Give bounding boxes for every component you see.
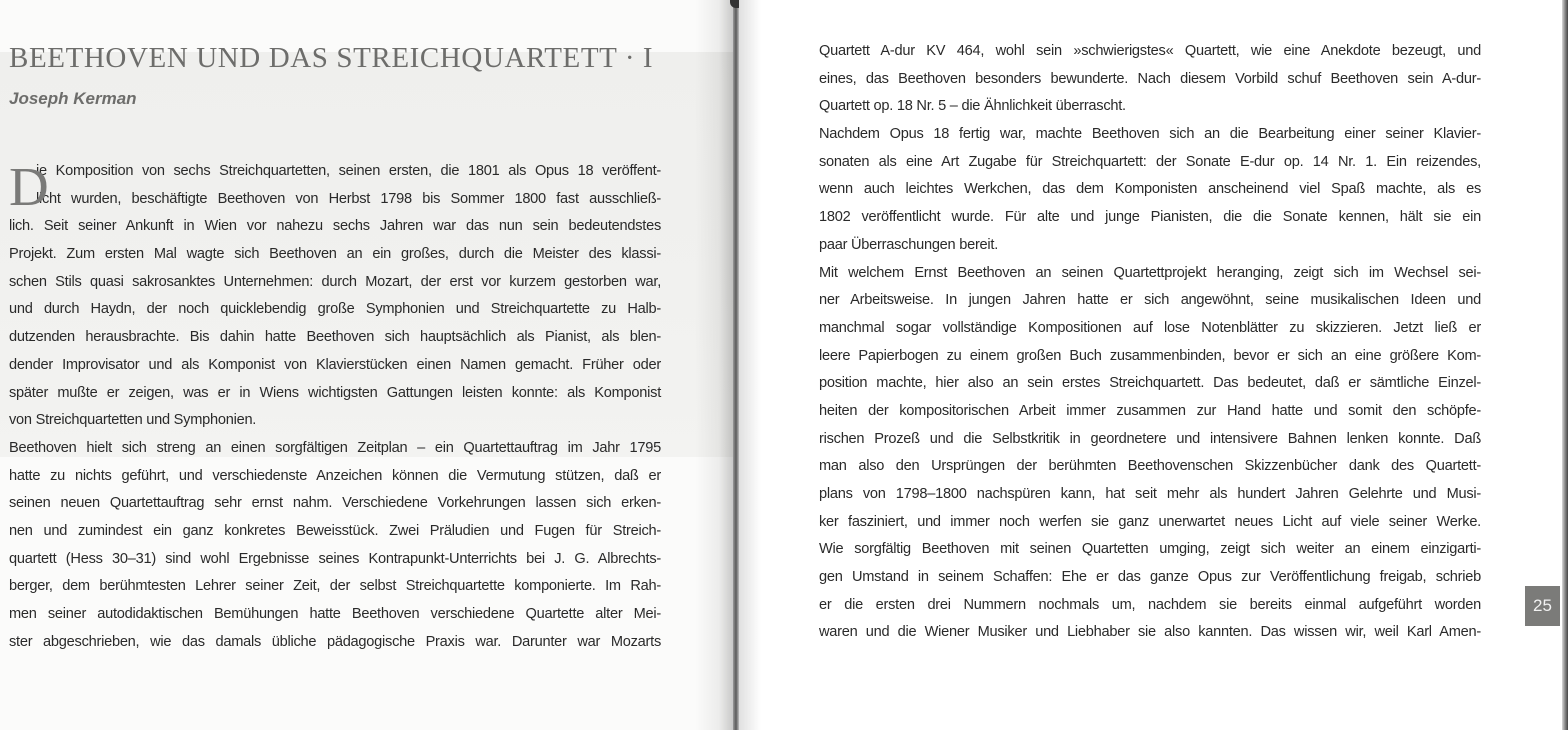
text-line: Mit welchem Ernst Beethoven an seinen Quartettprojekt heranging, zeigt sich im Wechsel sei- bbox=[819, 264, 1481, 281]
text-line: nen und zumindest ein ganz konkretes Beweisstück. Zwei Präludien und Fugen für Streich- bbox=[9, 522, 661, 539]
text-line: heiten der kompositorischen Arbeit immer zusammen zur Hand hatte und somit den schöpfe- bbox=[819, 402, 1481, 419]
text-line: dender Improvisator und als Komponist von Klavierstücken einen Namen gemacht. Früher oder bbox=[9, 356, 661, 373]
text-line: seinen neuen Quartettauftrag sehr ernst nahm. Verschiedene Vorkehrungen lassen sich erken- bbox=[9, 495, 661, 512]
text-line: Quartett A-dur KV 464, wohl sein »schwierigstes« Quartett, wie eine Anekdote bezeugt, und bbox=[819, 43, 1481, 59]
text-line: man also den Ursprüngen der berühmten Beethovenschen Skizzenbücher dank des Quartett- bbox=[819, 458, 1481, 475]
text-line: später mußte er zeigen, was er in Wiens wichtigsten Gattungen leisten konnte: als Komponist bbox=[9, 384, 661, 401]
text-line: Beethoven hielt sich streng an einen sorgfältigen Zeitplan – ein Quartettauftrag im Jahr 1795 bbox=[9, 439, 661, 456]
text-line: und durch Haydn, der noch quicklebendig große Symphonien und Streichquartette zu Halb- bbox=[9, 301, 661, 318]
text-line: Projekt. Zum ersten Mal wagte sich Beethoven an ein großes, durch die Meister des klassi- bbox=[9, 246, 661, 263]
right-body-text bbox=[819, 38, 1481, 647]
text-line: hatte zu nichts geführt, und verschiedenste Anzeichen können die Vermutung stützen, daß er bbox=[9, 467, 661, 484]
text-line: ker fasziniert, und immer noch werfen sie ganz unerwartet neues Licht auf viele seiner Werke. bbox=[819, 513, 1481, 530]
text-line: waren und die Wiener Musiker und Liebhaber sie also kannten. Das wissen wir, weil Karl Amen- bbox=[819, 624, 1481, 641]
text-line: paar Überraschungen bereit. bbox=[819, 236, 999, 253]
page-edge bbox=[1562, 0, 1568, 730]
text-line: schen Stils quasi sakrosanktes Unternehmen: durch Mozart, der erst vor kurzem gestorben war, bbox=[9, 273, 661, 290]
text-line: Wie sorgfältig Beethoven mit seinen Quartetten umging, zeigt sich weiter an einem einzigarti- bbox=[819, 541, 1481, 558]
text-line: sonaten als eine Art Zugabe für Streichquartett: der Sonate E-dur op. 14 Nr. 1. Ein reizendes, bbox=[819, 153, 1481, 170]
text-line: von Streichquartetten und Symphonien. bbox=[9, 412, 257, 429]
text-line: licht wurden, beschäftigte Beethoven von Herbst 1798 bis Sommer 1800 fast ausschließ- bbox=[36, 190, 661, 207]
text-line: gen Umstand in seinem Schaffen: Ehe er das ganze Opus zur Veröffentlichung freigab, schrieb bbox=[819, 569, 1481, 586]
text-line: 1802 veröffentlicht wurde. Für alte und junge Pianisten, die die Sonate kennen, hält sie ein bbox=[819, 209, 1481, 226]
text-line: leere Papierbogen zu einem großen Buch zusammenbinden, bevor er sich an eine größere Kom- bbox=[819, 347, 1481, 364]
text-line: ster abgeschrieben, wie das damals übliche pädagogische Praxis war. Darunter war Mozarts bbox=[9, 633, 661, 650]
gutter-shadow bbox=[739, 0, 761, 730]
left-body-text bbox=[9, 158, 661, 656]
text-line: berger, dem berühmtesten Lehrer seiner Zeit, der selbst Streichquartette komponierte. Im Rah- bbox=[9, 578, 661, 595]
line-text: ie Komposition von sechs Streichquartetten, seinen ersten, die 1801 als Opus 18 veröffent- bbox=[36, 163, 661, 179]
text-line: eines, das Beethoven besonders bewunderte. Nach diesem Vorbild schuf Beethoven sein A-dur- bbox=[819, 70, 1481, 87]
text-line: manchmal sogar vollständige Kompositionen auf lose Notenblätter zu skizzieren. Jetzt ließ er bbox=[819, 319, 1481, 336]
text-line: plans von 1798–1800 nachspüren kann, hat seit mehr als hundert Jahren Gelehrte und Musi- bbox=[819, 486, 1481, 502]
right-page bbox=[739, 0, 1568, 730]
left-page bbox=[0, 0, 735, 730]
text-line: men seiner autodidaktischen Bemühungen hatte Beethoven verschiedene Quartette alter Mei- bbox=[9, 606, 661, 622]
page-number-tab: 25 bbox=[1525, 586, 1560, 626]
text-line: ner Arbeitsweise. In jungen Jahren hatte er sich angewöhnt, seine musikalischen Ideen und bbox=[819, 292, 1481, 309]
article-title: BEETHOVEN UND DAS STREICHQUARTETT · I bbox=[9, 42, 654, 74]
author-name: Joseph Kerman bbox=[9, 89, 137, 108]
text-line: quartett (Hess 30–31) sind wohl Ergebnisse seines Kontrapunkt-Unterrichts bei J. G. Albrechts- bbox=[9, 550, 661, 567]
text-line: rischen Prozeß und die Selbstkritik in geordnetere und intensivere Bahnen lenken konnte. Daß bbox=[819, 430, 1481, 447]
text-line: lich. Seit seiner Ankunft in Wien vor nahezu sechs Jahren war das nun sein bedeutendstes bbox=[9, 218, 661, 235]
text-line: Quartett op. 18 Nr. 5 – die Ähnlichkeit überrascht. bbox=[819, 98, 1126, 115]
text-line: er die ersten drei Nummern nochmals um, nachdem sie bereits einmal aufgeführt worden bbox=[819, 596, 1481, 613]
text-line: Nachdem Opus 18 fertig war, machte Beethoven sich an die Bearbeitung einer seiner Klavier- bbox=[819, 126, 1481, 143]
gutter-shadow bbox=[695, 0, 735, 730]
text-line: position machte, hier also an sein erstes Streichquartett. Das bedeutet, daß er sämtliche Einzel- bbox=[819, 375, 1481, 392]
drop-cap: D bbox=[9, 156, 49, 217]
text-line: dutzenden herausbrachte. Bis dahin hatte Beethoven sich hauptsächlich als Pianist, als blen- bbox=[9, 329, 661, 346]
text-line: wenn auch leichtes Werkchen, das dem Komponisten anscheinend viel Spaß machte, als es bbox=[819, 181, 1481, 198]
